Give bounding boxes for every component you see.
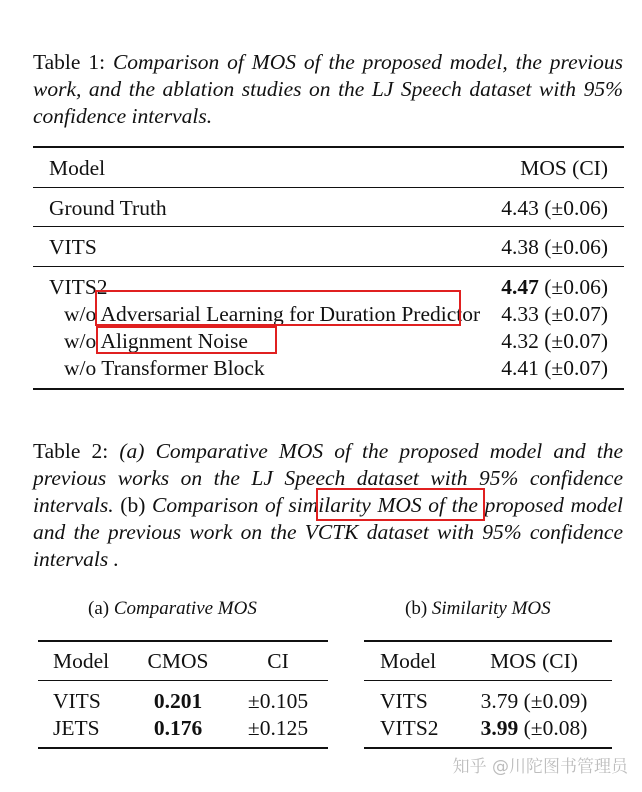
subtable-b-caption: (b) Similarity MOS [405, 598, 551, 619]
table1-caption [33, 49, 623, 130]
subtable-b-header-model: Model [380, 649, 437, 673]
table2-caption-a-text: Comparative MOS of the proposed model and the previous works on the LJ Speech dataset with 95% confidence intervals. [33, 439, 624, 517]
subtable-a-caption: (a) Comparative MOS [88, 598, 257, 619]
table2-caption-b-label: (b) [120, 493, 146, 517]
subtable-a-row-vits-cmos: 0.201 [153, 689, 203, 713]
table1-row-vits-mos: 4.38 (±0.06) [501, 235, 608, 259]
subtable-a-row-vits-ci: ±0.105 [247, 689, 309, 713]
subtable-a-row-jets-ci: ±0.125 [247, 716, 309, 740]
subtable-a-bottom-rule [38, 747, 328, 749]
subtable-b-top-rule [364, 640, 612, 642]
subtable-a-row-vits-model: VITS [53, 689, 101, 713]
table1-caption-text: Comparison of MOS of the proposed model, the previous work, and the ablation studies on the LJ Speech dataset with 95% confidence intervals. [33, 50, 623, 128]
subtable-a-header-cmos: CMOS [147, 649, 209, 673]
subtable-a-top-rule [38, 640, 328, 642]
table2-caption-b-pre: Comparison of [152, 493, 282, 517]
table1-header-rule [33, 187, 624, 188]
subtable-b-row-vits2-mos: 3.99 (±0.08) [480, 716, 588, 740]
table2-caption-label: Table 2: [33, 439, 109, 463]
table1-top-rule [33, 146, 624, 148]
highlight-box-adversarial [95, 290, 461, 326]
subtable-b-header-rule [364, 680, 612, 681]
table1-row-ablation-transformer-model: w/o Transformer Block [64, 356, 265, 380]
table2-caption-b-post: of the proposed model and the previous work on the VCTK dataset with 95% confidence intervals . [33, 493, 624, 571]
table1-header-mos: MOS (CI) [520, 156, 608, 180]
table1-bottom-rule [33, 388, 624, 390]
table1-row-ground-truth-mos: 4.43 (±0.06) [501, 196, 608, 220]
subtable-b-row-vits2-model: VITS2 [380, 716, 439, 740]
subtable-a-row-jets-cmos: 0.176 [153, 716, 203, 740]
table1-row-rule-2 [33, 266, 624, 267]
subtable-b-header-mos: MOS (CI) [490, 649, 578, 673]
table1-row-vits2-model: VITS2 [49, 275, 108, 299]
subtable-a-header-rule [38, 680, 328, 681]
table1-row-ablation-noise-mos: 4.32 (±0.07) [501, 329, 608, 353]
table1-row-vits-model: VITS [49, 235, 97, 259]
table1-header-model: Model [49, 156, 106, 180]
table2-caption-a-label: (a) [119, 439, 145, 463]
highlight-box-alignment-noise [96, 326, 277, 354]
subtable-a-header-ci: CI [267, 649, 289, 673]
subtable-b-bottom-rule [364, 747, 612, 749]
table1-row-ground-truth-model: Ground Truth [49, 196, 167, 220]
subtable-a-header-model: Model [53, 649, 110, 673]
subtable-a-row-jets-model: JETS [53, 716, 100, 740]
highlight-box-similarity-mos [316, 488, 485, 521]
subtable-b-row-vits-mos: 3.79 (±0.09) [480, 689, 588, 713]
table1-row-ablation-adv-mos: 4.33 (±0.07) [501, 302, 608, 326]
table2-caption-b-highlight: similarity MOS [288, 493, 422, 517]
table1-caption-label: Table 1: [33, 50, 106, 74]
table1-row-ablation-transformer-mos: 4.41 (±0.07) [501, 356, 608, 380]
subtable-b-row-vits-model: VITS [380, 689, 428, 713]
table1-row-rule [33, 226, 624, 227]
table1-row-vits2-mos: 4.47 (±0.06) [501, 275, 608, 299]
table1-row-ablation-noise-model: w/o Alignment Noise [64, 329, 248, 353]
watermark: 知乎 @川陀图书管理员 [452, 757, 628, 777]
table1-row-ablation-adv-model: w/o Adversarial Learning for Duration Predictor [64, 302, 481, 326]
